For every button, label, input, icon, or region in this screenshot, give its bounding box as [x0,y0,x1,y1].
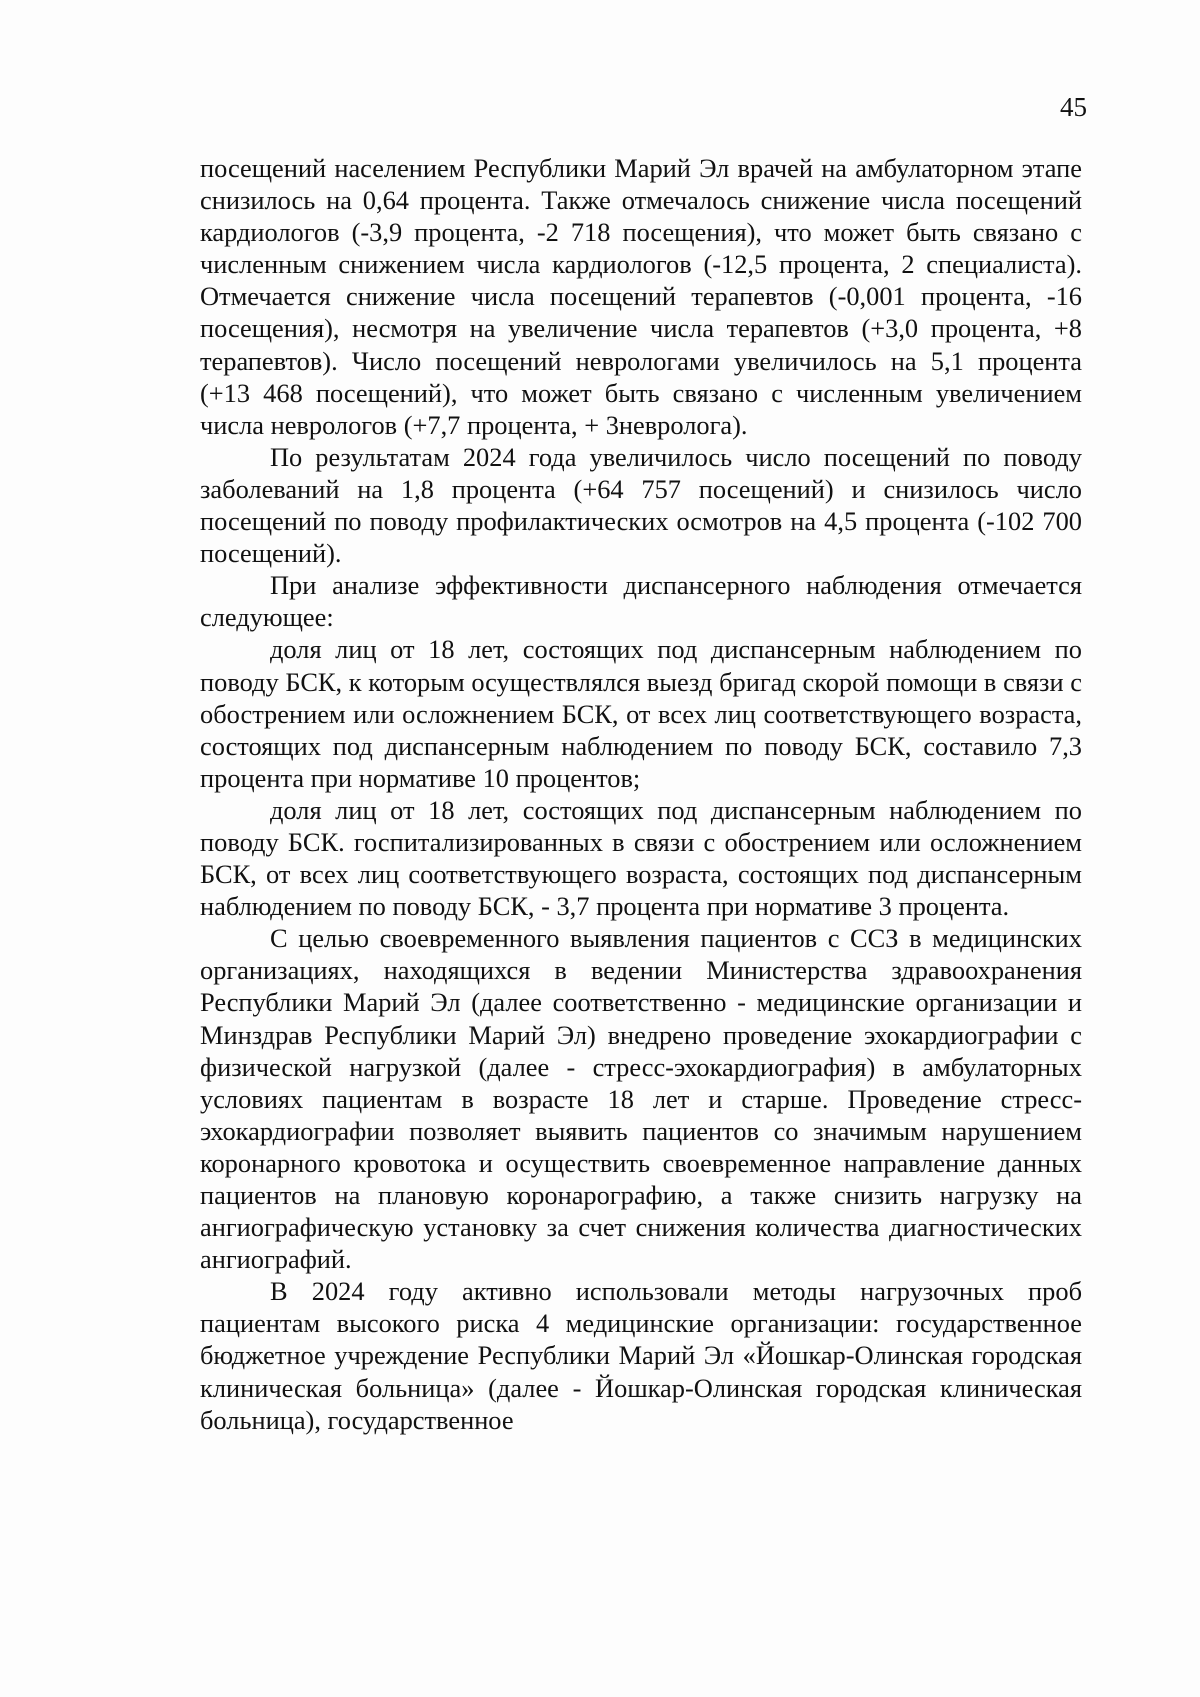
page-number: 45 [1060,92,1087,122]
body-text [200,152,1082,1436]
paragraph-dispensary-analysis: При анализе эффективности диспансерного наблюдения отмечается следующее: [200,570,1082,633]
paragraph-ambulance-share: доля лиц от 18 лет, состоящих под диспансерным наблюдением по поводу БСК, к которым осуществлялся выезд бригад скорой помощи в связи с обострением или осложнением БСК, от всех лиц соответствующего возраста, состоящих под диспансерным наблюдением по поводу БСК, составило 7,3 процента при нормативе 10 процентов; [200,634,1082,793]
paragraph-visits-continuation: посещений населением Республики Марий Эл врачей на амбулаторном этапе снизилось на 0,64 процента. Также отмечалось снижение числа посещений кардиологов (-3,9 процента, -2 718 посещения), что может быть связано с численным снижением числа кардиологов (-12,5 процента, 2 специалиста). Отмечается снижение числа посещений терапевтов (-0,001 процента, -16 посещения), несмотря на увеличение числа терапевтов (+3,0 процента, +8 терапевтов). Число посещений неврологами увеличилось на 5,1 процента (+13 468 посещений), что может быть связано с численным увеличением числа неврологов (+7,7 процента, + 3невролога). [200,153,1082,440]
paragraph-load-tests: В 2024 году активно использовали методы нагрузочных проб пациентам высокого риска 4 медицинские организации: государственное бюджетное учреждение Республики Марий Эл «Йошкар-Олинская городская клиническая больница» (далее - Йошкар-Олинская городская клиническая больница), государственное [200,1276,1082,1435]
paragraph-2024-results: По результатам 2024 года увеличилось число посещений по поводу заболеваний на 1,8 процента (+64 757 посещений) и снизилось число посещений по поводу профилактических осмотров на 4,5 процента (-102 700 посещений). [200,441,1082,569]
paragraph-stress-echo: С целью своевременного выявления пациентов с ССЗ в медицинских организациях, находящихся в ведении Министерства здравоохранения Республики Марий Эл (далее соответственно - медицинские организации и Минздрав Республики Марий Эл) внедрено проведение эхокардиографии с физической нагрузкой (далее - стресс-эхокардиография) в амбулаторных условиях пациентам в возрасте 18 лет и старше. Проведение стресс-эхокардиографии позволяет выявить пациентов со значимым нарушением коронарного кровотока и осуществить своевременное направление данных пациентов на плановую коронарографию, а также снизить нагрузку на ангиографическую установку за счет снижения количества диагностических ангиографий. [200,923,1082,1275]
paragraph-hospitalization-share: доля лиц от 18 лет, состоящих под диспансерным наблюдением по поводу БСК. госпитализированных в связи с обострением или осложнением БСК, от всех лиц соответствующего возраста, состоящих под диспансерным наблюдением по поводу БСК, - 3,7 процента при нормативе 3 процента. [200,794,1082,922]
